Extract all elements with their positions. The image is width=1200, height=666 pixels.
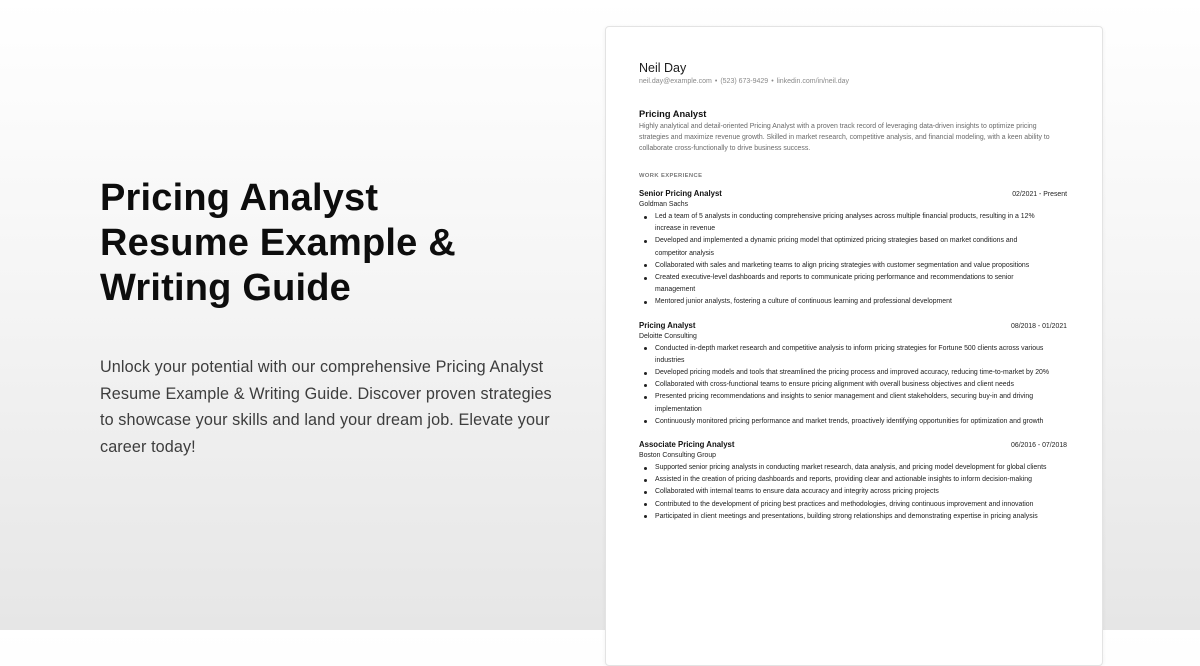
job-header	[639, 320, 1069, 332]
hero-section	[100, 176, 560, 460]
title-line-3: Writing Guide	[100, 267, 351, 309]
job-title: Pricing Analyst	[639, 320, 696, 330]
resume-summary: Highly analytical and detail-oriented Pricing Analyst with a proven track record of leveraging data-driven insights to optimize pricing strategies and maximize revenue growth. Skilled in market research, competitive analysis, and financial modeling, with a keen ability to collaborate cross-functionally to drive business success.	[639, 123, 1050, 152]
job-bullets	[639, 462, 1069, 523]
job-company: Goldman Sachs	[639, 201, 689, 208]
job-bullet: Collaborated with internal teams to ensure data accuracy and integrity across pricing projects	[655, 486, 1069, 498]
page-description: Unlock your potential with our comprehensive Pricing Analyst Resume Example & Writing Guide. Discover proven strategies to showcase your skills and land your dream job. Elevate your career today!	[100, 358, 552, 456]
job-entry	[639, 188, 1069, 309]
job-bullet: Assisted in the creation of pricing dashboards and reports, providing clear and actionable insights to inform decision-making	[655, 474, 1069, 486]
job-bullet: Participated in client meetings and presentations, building strong relationships and demonstrating expertise in pricing analysis	[655, 511, 1069, 523]
job-bullet: Collaborated with cross-functional teams to ensure pricing alignment with overall business objectives and client needs	[655, 379, 1069, 391]
job-bullet: Led a team of 5 analysts in conducting comprehensive pricing analyses across multiple financial products, resulting in a 12% increase in revenue	[655, 211, 1069, 235]
job-bullet: Supported senior pricing analysts in conducting market research, data analysis, and pricing model development for global clients	[655, 462, 1069, 474]
resume-name: Neil Day	[639, 61, 687, 75]
contact-linkedin: linkedin.com/in/neil.day	[776, 78, 850, 85]
title-line-2: Resume Example &	[100, 222, 456, 264]
job-title: Associate Pricing Analyst	[639, 440, 735, 450]
job-dates: 08/2018 - 01/2021	[1011, 322, 1067, 330]
title-line-1: Pricing Analyst	[100, 177, 379, 219]
job-bullet: Mentored junior analysts, fostering a culture of continuous learning and professional development	[655, 296, 1069, 308]
job-dates: 02/2021 - Present	[1012, 191, 1067, 198]
page-title	[100, 176, 560, 311]
contact-phone: (523) 673-9429	[720, 78, 769, 85]
job-bullet: Developed pricing models and tools that streamlined the pricing process and improved accuracy, reducing time-to-market by 20%	[655, 367, 1069, 379]
job-bullet: Developed and implemented a dynamic pricing model that optimized pricing strategies based on market conditions and competitor analysis	[655, 235, 1069, 259]
job-bullets	[639, 211, 1069, 309]
job-bullets	[639, 343, 1069, 428]
contact-email: neil.day@example.com	[639, 78, 712, 85]
job-bullet: Created executive-level dashboards and reports to communicate pricing performance and recommendations to senior management	[655, 272, 1069, 296]
contact-separator: •	[771, 78, 774, 85]
job-bullet: Contributed to the development of pricing best practices and methodologies, driving continuous improvement and innovation	[655, 499, 1069, 511]
resume-contact	[639, 77, 1069, 87]
job-entry	[639, 320, 1069, 428]
job-bullet: Continuously monitored pricing performance and market trends, proactively identifying opportunities for optimization and growth	[655, 416, 1069, 428]
job-dates: 06/2016 - 07/2018	[1011, 442, 1067, 450]
resume-preview	[605, 26, 1103, 666]
job-bullet: Presented pricing recommendations and insights to senior management and client stakeholders, securing buy-in and driving implementation	[655, 391, 1069, 415]
resume-headline: Pricing Analyst	[639, 109, 707, 119]
work-experience-heading: WORK EXPERIENCE	[639, 173, 703, 179]
contact-separator: •	[714, 78, 718, 85]
job-bullet: Collaborated with sales and marketing teams to align pricing strategies with customer segmentation and value propositions	[655, 260, 1069, 272]
job-entry	[639, 439, 1069, 523]
job-bullet: Conducted in-depth market research and competitive analysis to inform pricing strategies for Fortune 500 clients across various industries	[655, 343, 1069, 367]
job-header	[639, 439, 1069, 451]
job-header	[639, 188, 1069, 200]
job-company: Deloitte Consulting	[639, 332, 697, 340]
job-company: Boston Consulting Group	[639, 452, 716, 460]
job-title: Senior Pricing Analyst	[639, 189, 722, 198]
